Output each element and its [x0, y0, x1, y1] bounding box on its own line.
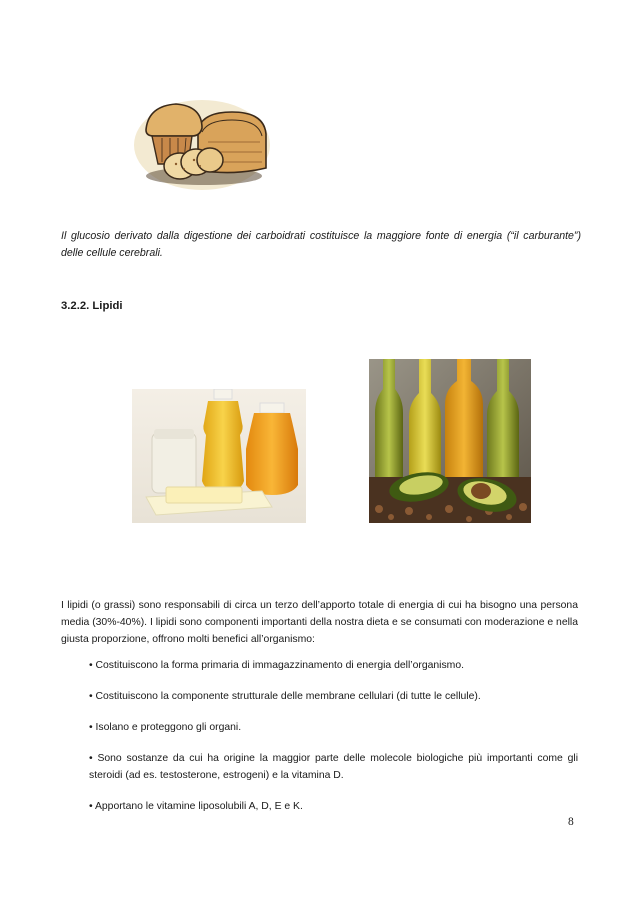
bread-caption: Il glucosio derivato dalla digestione dei carboidrati costituisce la maggiore fonte di energia (“il carburante”) delle cellule cerebrali. [61, 230, 581, 259]
list-item: • Sono sostanze da cui ha origine la maggior parte delle molecole biologiche più importanti come gli steroidi (ad es. testosterone, estrogeni) e la vitamina D. [89, 753, 578, 781]
fats-photo [132, 389, 306, 523]
list-item: • Isolano e proteggono gli organi. [89, 722, 242, 733]
lipids-intro-paragraph: I lipidi (o grassi) sono responsabili di circa un terzo dell’apporto totale di energia di cui ha bisogno una persona media (30%-40%). I lipidi sono componenti importanti della nostra dieta e se consumati con moderazione e nella giusta proporzione, offrono molti benefici all’organismo: [61, 600, 578, 646]
bread-illustration [132, 90, 272, 190]
oils-avocado-photo [369, 359, 531, 523]
list-item: • Apportano le vitamine liposolubili A, D, E e K. [89, 801, 303, 812]
section-heading: 3.2.2. Lipidi [61, 300, 123, 312]
page-number: 8 [568, 816, 574, 828]
list-item: • Costituiscono la forma primaria di immagazzinamento di energia dell’organismo. [89, 660, 464, 671]
lipids-benefits-list [89, 657, 578, 829]
list-item: • Costituiscono la componente strutturale delle membrane cellulari (di tutte le cellule). [89, 691, 481, 702]
